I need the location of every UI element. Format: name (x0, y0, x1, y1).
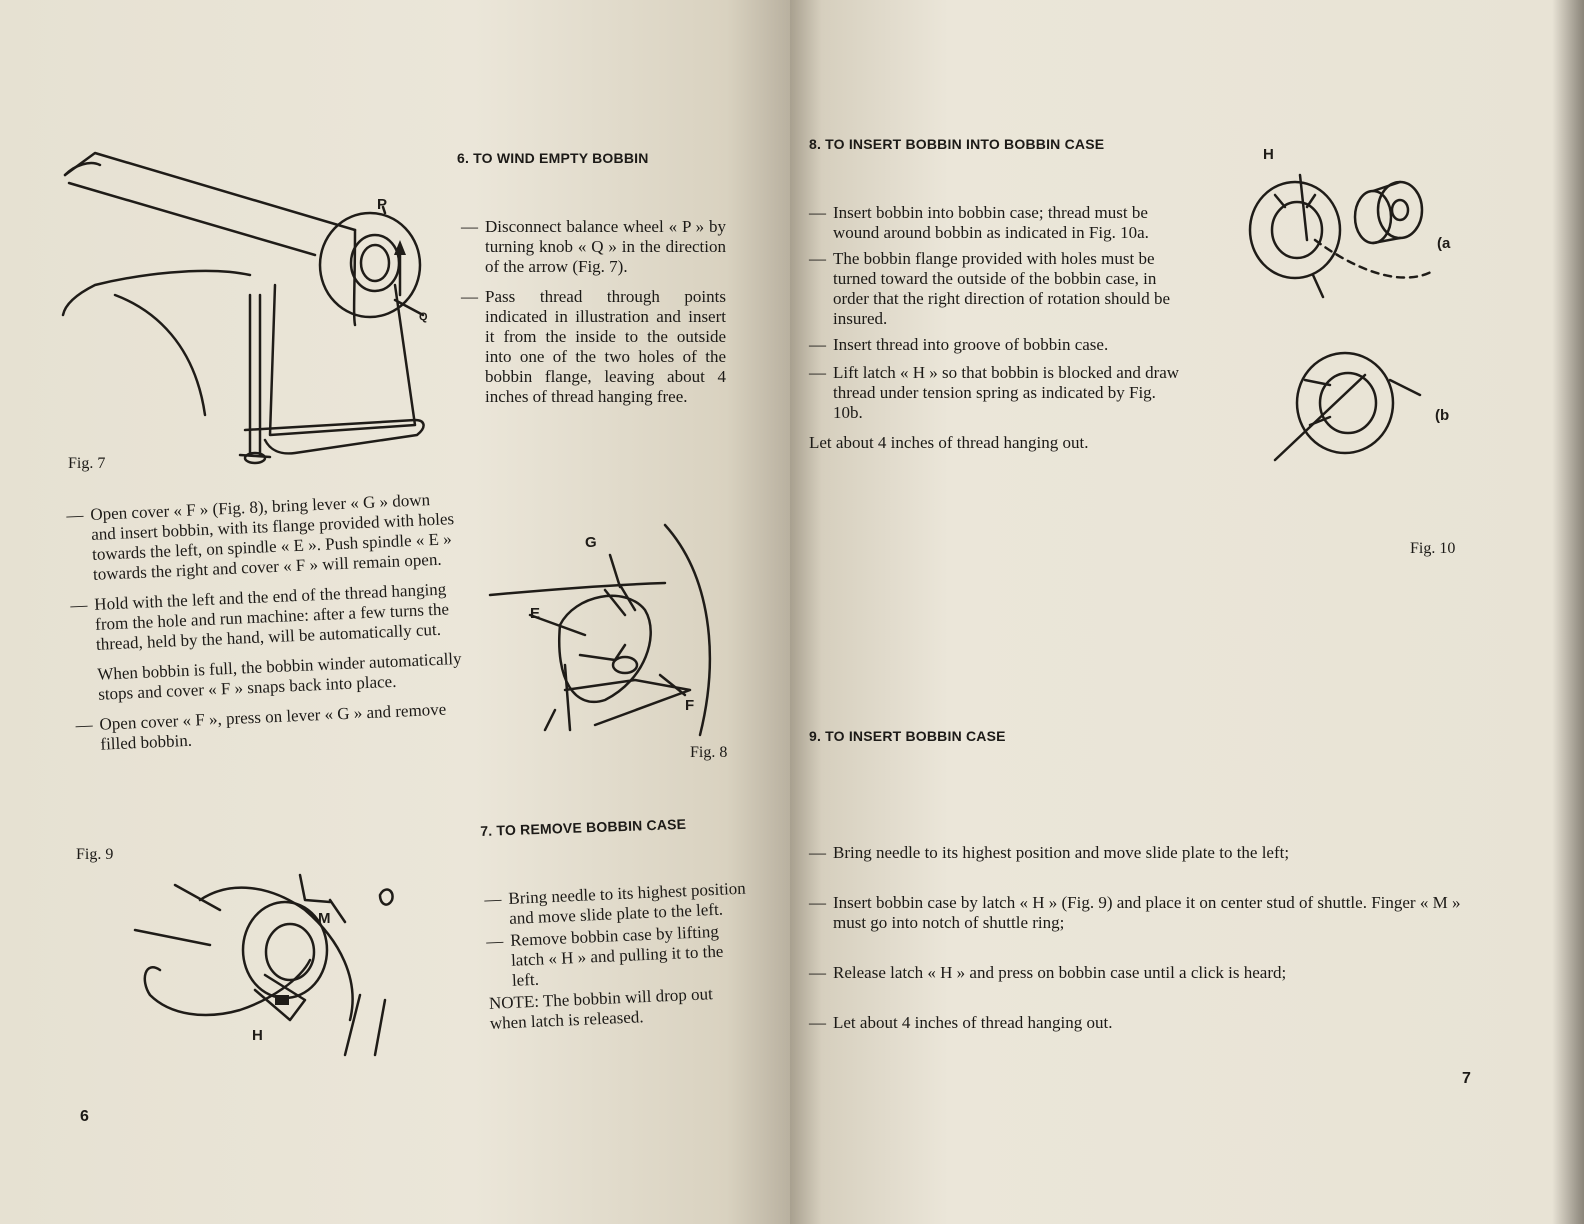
section6-item (461, 217, 726, 277)
section7-item (486, 921, 750, 992)
winding-steps-list (66, 489, 467, 766)
bullet-dash: — (809, 893, 826, 912)
fig9-caption: Fig. 9 (76, 846, 114, 863)
fig7-caption: Fig. 7 (68, 455, 106, 472)
bullet-dash: — (461, 287, 478, 306)
fig7-illustration (55, 135, 440, 475)
section9-item (809, 843, 1479, 863)
section7-title: 7. TO REMOVE BOBBIN CASE (480, 815, 687, 839)
fig8-label-g: G (585, 534, 597, 551)
section8-list (809, 203, 1187, 453)
winding-step (73, 649, 464, 706)
fig8-caption: Fig. 8 (690, 744, 728, 761)
section8-footer: Let about 4 inches of thread hanging out. (809, 433, 1089, 452)
right-page (790, 0, 1584, 1224)
section6-list (461, 217, 726, 417)
bullet-dash: — (809, 363, 826, 382)
fig10-caption: Fig. 10 (1410, 540, 1456, 557)
section8-title: 8. TO INSERT BOBBIN INTO BOBBIN CASE (809, 136, 1105, 152)
section9-item (809, 963, 1479, 983)
winding-step-text: Open cover « F », press on lever « G » and remove filled bobbin. (99, 699, 447, 754)
bullet-dash: — (484, 889, 502, 909)
section9-list (809, 843, 1479, 1043)
bullet-dash: — (485, 931, 504, 951)
section8-item-text: Insert bobbin into bobbin case; thread must be wound around bobbin as indicated in Fig. 10a. (833, 203, 1149, 242)
fig10-label-b: (b (1435, 407, 1450, 424)
fig7-label-q: Q (419, 311, 428, 323)
section8-item-text: Insert thread into groove of bobbin case. (833, 335, 1109, 354)
winding-step (70, 579, 462, 656)
bullet-dash: — (461, 217, 478, 236)
fig10b-illustration (1270, 345, 1470, 470)
fig9-illustration (130, 870, 415, 1060)
section9-item (809, 893, 1479, 933)
fig8-illustration (485, 515, 730, 740)
section9-item-text: Insert bobbin case by latch « H » (Fig. 9) and place it on center stud of shuttle. Finger « M » must go into notch of shuttle ring; (833, 893, 1461, 932)
bullet-dash: — (66, 505, 84, 525)
bullet-dash: — (809, 249, 826, 268)
winding-step (75, 699, 466, 756)
winding-step-text: Open cover « F » (Fig. 8), bring lever « G » down and insert bobbin, with its flange provided with holes towards the left, on spindle « E ». Push spindle « E » towards the right and cover « F » will remain open. (89, 490, 455, 584)
winding-step-text: Hold with the left and the end of the thread hanging from the hole and run machine: after a few turns the thread, held by the hand, will be automatically cut. (93, 579, 450, 654)
bullet-dash: — (809, 203, 826, 222)
fig8-label-f: F (685, 697, 695, 714)
page-number-left: 6 (80, 1108, 89, 1125)
fig7-label-p: P (377, 196, 388, 213)
bullet-dash: — (809, 335, 826, 354)
section8-item-text: The bobbin flange provided with holes must be turned toward the outside of the bobbin case, in order that the right direction of rotation should be insured. (833, 249, 1171, 328)
bullet-dash: — (809, 963, 826, 982)
section9-item (809, 1013, 1479, 1033)
section9-item-text: Let about 4 inches of thread hanging out. (833, 1013, 1113, 1032)
left-page (0, 0, 790, 1224)
winding-step-text: When bobbin is full, the bobbin winder automatically stops and cover « F » snaps back into place. (96, 648, 462, 704)
section8-item (809, 249, 1187, 329)
section7-note: NOTE: The bobbin will drop out when latch is released. (488, 984, 714, 1033)
section9-item-text: Bring needle to its highest position and move slide plate to the left; (833, 843, 1290, 862)
section6-item (461, 287, 726, 407)
section6-item-text: Pass thread through points indicated in illustration and insert it from the inside to the outside into one of the two holes of the bobbin flange, leaving about 4 inches of thread hanging free. (485, 287, 726, 406)
bullet-dash: — (75, 715, 93, 735)
fig10-label-h: H (1263, 146, 1274, 163)
section9-title: 9. TO INSERT BOBBIN CASE (809, 728, 1006, 744)
section7-list (484, 879, 752, 1034)
fig9-label-m: M (318, 910, 331, 927)
bullet-dash: — (809, 843, 826, 862)
section8-item (809, 335, 1187, 355)
fig8-label-e: E (530, 605, 541, 622)
fig10-label-a: (a (1437, 235, 1451, 252)
section9-item-text: Release latch « H » and press on bobbin case until a click is heard; (833, 963, 1287, 982)
page-number-right: 7 (1462, 1070, 1471, 1087)
fig9-label-h: H (252, 1027, 263, 1044)
section8-item-text: Lift latch « H » so that bobbin is blocked and draw thread under tension spring as indicated by Fig. 10b. (833, 363, 1180, 422)
section6-title: 6. TO WIND EMPTY BOBBIN (457, 150, 649, 166)
section6-item-text: Disconnect balance wheel « P » by turning knob « Q » in the direction of the arrow (Fig. 7). (485, 217, 726, 276)
section8-item (809, 203, 1187, 243)
section7-item-text: Remove bobbin case by lifting latch « H » and pulling it to the left. (509, 921, 724, 990)
section7-item-text: Bring needle to its highest position and move slide plate to the left. (507, 878, 747, 928)
fig10a-illustration (1245, 145, 1475, 305)
bullet-dash: — (69, 595, 88, 615)
winding-step (66, 489, 459, 586)
section8-item (809, 363, 1187, 423)
bullet-dash: — (809, 1013, 826, 1032)
